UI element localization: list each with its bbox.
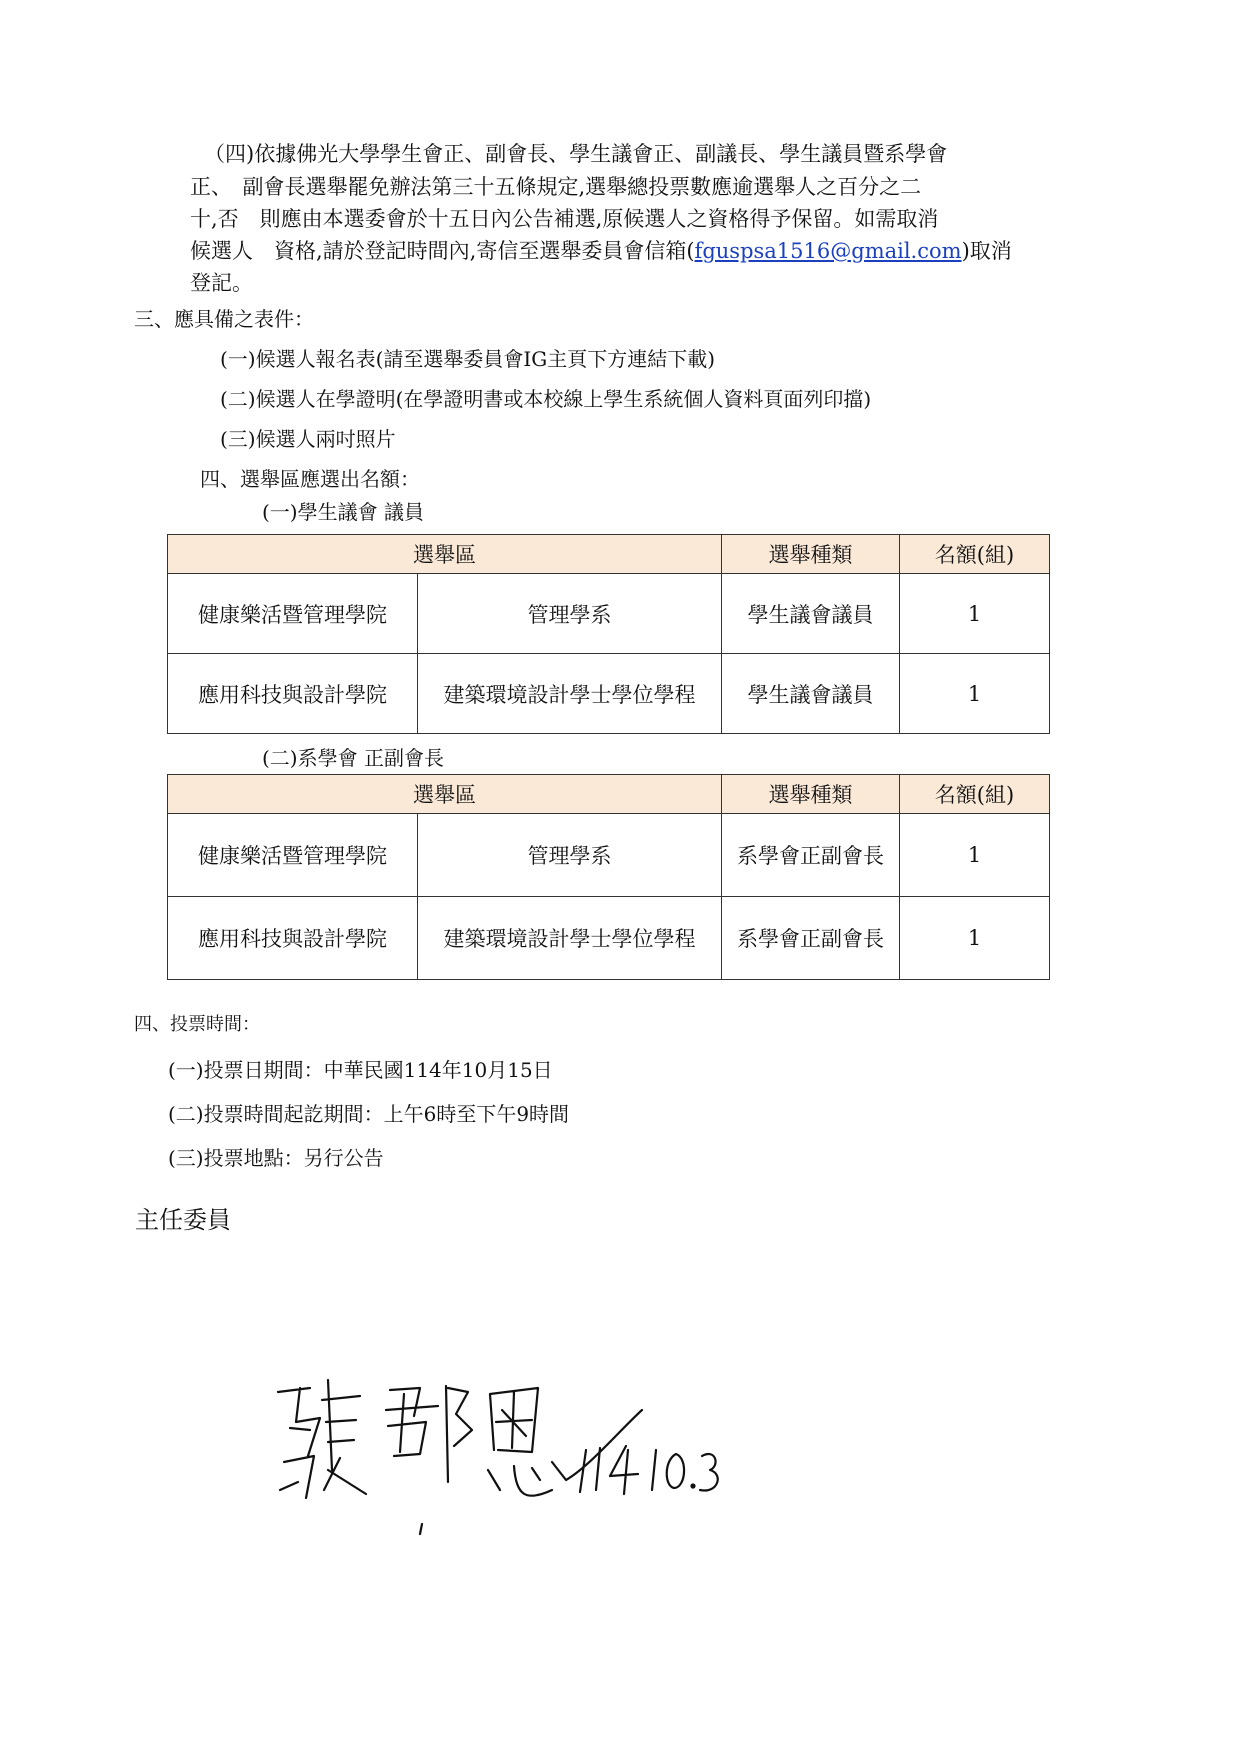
table-header-row [168,775,1050,814]
table-row [168,814,1050,897]
table2-caption: (二)系學會 正副會長 [262,746,444,770]
header-type: 選舉種類 [722,535,900,574]
header-quota: 名額(組) [900,535,1050,574]
cell-college: 應用科技與設計學院 [168,654,418,734]
para4-line4 [190,233,1012,269]
cell-college: 應用科技與設計學院 [168,897,418,980]
cell-dept: 管理學系 [418,574,722,654]
cell-quota: 1 [900,654,1050,734]
para4-line1: （四)依據佛光大學學生會正、副會長、學生議會正、副議長、學生議員暨系學會 [204,142,948,166]
email-link[interactable]: fguspsa1516@gmail.com [694,239,962,263]
header-district: 選舉區 [168,535,722,574]
table-row [168,897,1050,980]
section4b-heading: 四、投票時間： [134,1014,260,1035]
cell-quota: 1 [900,814,1050,897]
cell-type: 學生議會議員 [722,574,900,654]
header-type: 選舉種類 [722,775,900,814]
cell-type: 系學會正副會長 [722,897,900,980]
table-student-council [167,534,1050,734]
section4b-item-2: (二)投票時間起訖期間：上午6時至下午9時間 [168,1102,570,1126]
section3-heading: 三、應具備之表件： [134,307,314,331]
chief-commissioner-title: 主任委員 [135,1206,231,1234]
cell-dept: 建築環境設計學士學位學程 [418,897,722,980]
section3-item-2: (二)候選人在學證明(在學證明書或本校線上學生系統個人資料頁面列印擋) [220,387,872,411]
section3-item-1: (一)候選人報名表(請至選舉委員會IG主頁下方連結下載) [220,347,716,371]
section4b-item-1: (一)投票日期間：中華民國114年10月15日 [168,1058,553,1082]
section4b-item-3: (三)投票地點：另行公告 [168,1146,384,1170]
para4-line5: 登記。 [190,271,253,295]
cell-type: 系學會正副會長 [722,814,900,897]
table-dept-association [167,774,1050,980]
cell-quota: 1 [900,574,1050,654]
section3-item-3: (三)候選人兩吋照片 [220,427,396,451]
header-quota: 名額(組) [900,775,1050,814]
cell-college: 健康樂活暨管理學院 [168,574,418,654]
section4a-heading: 四、選舉區應選出名額： [200,467,420,491]
para4-line4-pre: 候選人 資格,請於登記時間內,寄信至選舉委員會信箱( [190,239,695,263]
para4-line3: 十,否 則應由本選委會於十五日內公告補選,原候選人之資格得予保留。如需取消 [190,207,939,231]
para4-line2: 正、 副會長選舉罷免辦法第三十五條規定,選舉總投票數應逾選舉人之百分之二 [190,175,922,199]
cell-college: 健康樂活暨管理學院 [168,814,418,897]
table-row [168,574,1050,654]
header-district: 選舉區 [168,775,722,814]
cell-type: 學生議會議員 [722,654,900,734]
table-header-row [168,535,1050,574]
table-row [168,654,1050,734]
cell-quota: 1 [900,897,1050,980]
para4-line4-post: )取消 [961,239,1012,263]
cell-dept: 建築環境設計學士學位學程 [418,654,722,734]
table1-caption: (一)學生議會 議員 [262,500,424,524]
handwritten-signature [270,1370,770,1544]
cell-dept: 管理學系 [418,814,722,897]
